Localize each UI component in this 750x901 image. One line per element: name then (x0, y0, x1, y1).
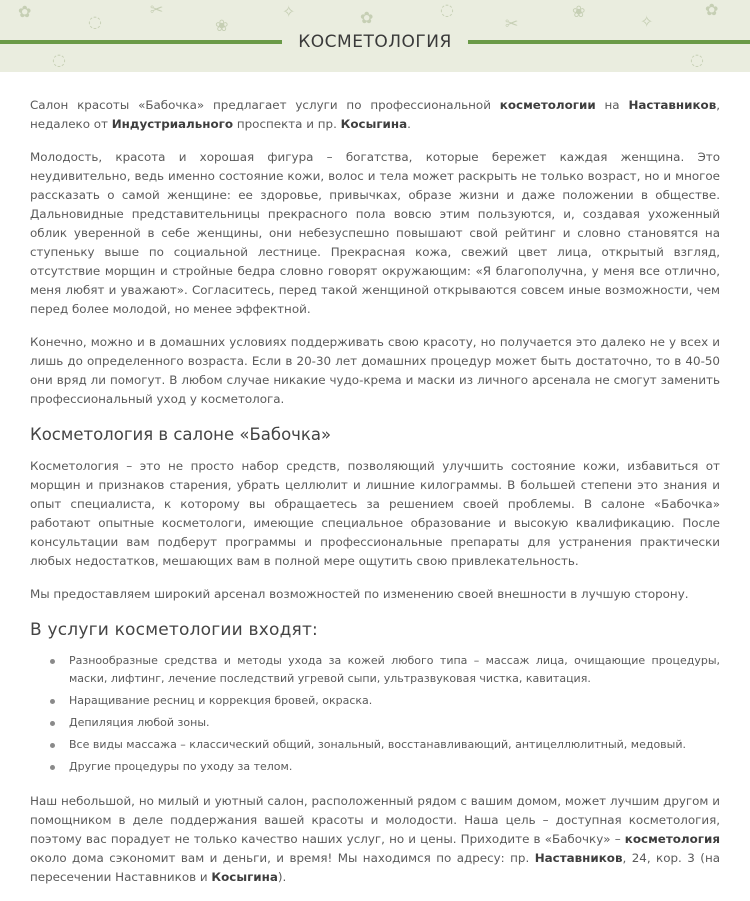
doodle-icon: ✧ (282, 2, 296, 21)
intro-text: . (407, 117, 411, 131)
bullet-icon (50, 721, 55, 726)
closing-text: около дома сэкономит вам и деньги, и время! Мы находимся по адресу: пр. (30, 851, 535, 865)
list-item-text: Наращивание ресниц и коррекция бровей, окраска. (69, 694, 373, 707)
doodle-icon: ✂ (505, 14, 519, 33)
closing-text: ). (277, 870, 287, 884)
banner-line-left (0, 40, 282, 44)
doodle-icon: ◌ (690, 50, 704, 69)
youth-paragraph: Молодость, красота и хорошая фигура – богатства, которые бережет каждая женщина. Это неудивительно, ведь именно состояние кожи, волос и тела может раскрыть не только возраст, но и многое рассказать о самой женщине: ее здоровье, привычках, образе жизни и даже положении в обществе. Дальновидные представительницы прекрасного пола вовсю этим пользуются, и, создавая ухоженный облик уверенной в себе женщины, они небезуспешно повышают свой рейтинг и словно становятся на ступеньку выше по социальной лестнице. Прекрасная кожа, свежий цвет лица, открытый взгляд, отсутствие морщин и стройные бедра словно говорят окружающим: «Я благополучна, у меня все отлично, меня любят и уважают». Согласитесь, перед такой женщиной открываются совсем иные возможности, чем перед более молодой, но менее эффектной. (30, 150, 720, 316)
doodle-icon: ✿ (360, 8, 374, 27)
services-list (50, 652, 720, 776)
article-content (30, 96, 720, 901)
list-item-text: Все виды массажа – классический общий, зональный, восстанавливающий, антицеллюлитный, медовый. (69, 738, 686, 751)
cosmetology-paragraph: Косметология – это не просто набор средств, позволяющий улучшить состояние кожи, избавиться от морщин и признаков старения, убрать целлюлит и лишние килограммы. В большей степени это знания и опыт специалиста, к которому вы обращаетесь за решением своей проблемы. В салоне «Бабочка» работают опытные косметологи, имеющие специальное образование и высокую квалификацию. После консультации вам подберут программы и профессиональные препараты для устранения практически любых недостатков, мешающих вам в полной мере ощутить свою привлекательность. (30, 459, 720, 568)
intro-text: проспекта и пр. (233, 117, 341, 131)
doodle-icon: ❀ (572, 2, 586, 21)
header-banner (0, 0, 750, 72)
salon-heading: Косметология в салоне «Бабочка» (30, 425, 332, 444)
doodle-icon: ✿ (705, 0, 719, 19)
doodle-icon: ◌ (88, 12, 102, 31)
doodle-icon: ✧ (640, 12, 654, 31)
keyword-nastavnikov: Наставников (628, 98, 717, 112)
list-item-text: Разнообразные средства и методы ухода за кожей любого типа – массаж лица, очищающие процедуры, маски, лифтинг, лечение последствий угревой сыпи, ультразвуковая чистка, кавитация. (69, 654, 720, 685)
closing-paragraph (30, 792, 720, 887)
services-heading: В услуги косметологии входят: (30, 620, 318, 640)
bullet-icon (50, 699, 55, 704)
keyword-kosygina: Косыгина (211, 870, 278, 884)
arsenal-paragraph: Мы предоставляем широкий арсенал возможностей по изменению своей внешности в лучшую сторону. (30, 587, 689, 601)
keyword-industrialny: Индустриального (111, 117, 234, 131)
keyword-cosmetology: косметология (624, 832, 720, 846)
keyword-kosygina: Косыгина (340, 117, 408, 131)
list-item (50, 714, 720, 732)
list-item (50, 692, 720, 710)
bullet-icon (50, 765, 55, 770)
intro-text: , недалеко от (30, 98, 720, 131)
closing-text: Наш небольшой, но милый и уютный салон, расположенный рядом с вашим домом, может лучшим другом и помощником в деле поддержания вашей красоты и молодости. Наша цель – доступная косметология, поэтому вас порадует не только качество наших услуг, но и цены. Приходите в «Бабочку» – (30, 794, 720, 846)
intro-text: Салон красоты «Бабочка» предлагает услуги по профессиональной (30, 98, 500, 112)
list-item-text: Другие процедуры по уходу за телом. (69, 760, 293, 773)
keyword-nastavnikov: Наставников (534, 851, 623, 865)
bullet-icon (50, 743, 55, 748)
doodle-icon: ✂ (150, 0, 164, 19)
doodle-icon: ◌ (440, 0, 454, 19)
home-care-paragraph: Конечно, можно и в домашних условиях поддерживать свою красоту, но получается это далеко не у всех и лишь до определенного возраста. Если в 20-30 лет домашних процедур может быть достаточно, то в 40-50 они вряд ли помогут. В любом случае никакие чудо-крема и маски из личного арсенала не смогут заменить профессиональный уход у косметолога. (30, 335, 720, 406)
intro-text: на (595, 98, 629, 112)
list-item (50, 758, 720, 776)
bullet-icon (50, 659, 55, 664)
intro-paragraph (30, 96, 720, 134)
closing-text: , 24, кор. 3 (на пересечении Наставников и (30, 851, 721, 884)
list-item-text: Депиляция любой зоны. (69, 716, 210, 729)
doodle-icon: ❀ (215, 16, 229, 35)
doodle-icon: ◌ (52, 50, 66, 69)
keyword-cosmetology: косметологии (499, 98, 596, 112)
page-title: КОСМЕТОЛОГИЯ (298, 32, 452, 52)
banner-line-right (468, 40, 750, 44)
list-item (50, 652, 720, 688)
list-item (50, 736, 720, 754)
doodle-icon: ✿ (18, 2, 32, 21)
